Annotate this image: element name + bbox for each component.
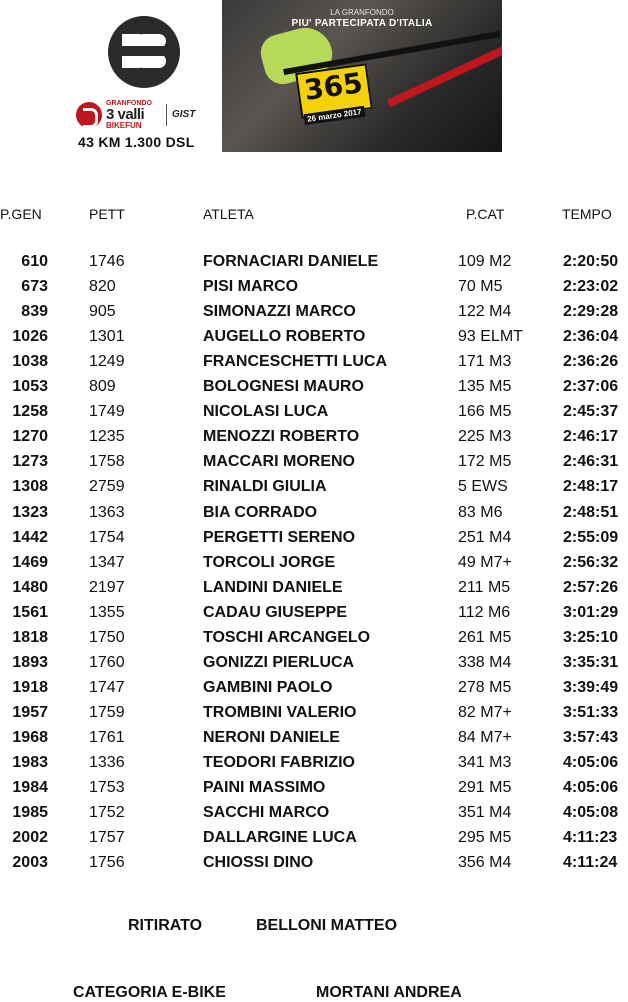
table-row [0, 478, 628, 503]
cell-atleta: CHIOSSI DINO [203, 854, 314, 872]
cell-pett: 1750 [89, 628, 125, 646]
cell-pcat: 261 M5 [458, 628, 512, 646]
cell-pett: 1747 [89, 678, 125, 696]
cell-pcat: 49 M7+ [458, 553, 512, 571]
cell-pcat: 211 M5 [458, 578, 511, 596]
logo-divider [166, 104, 167, 126]
col-header-atleta: ATLETA [203, 206, 254, 222]
cell-atleta: NERONI DANIELE [203, 728, 340, 746]
cell-pgen: 1053 [12, 378, 48, 396]
cell-pgen: 1258 [12, 403, 48, 421]
cell-pgen: 1308 [12, 478, 48, 496]
cell-pcat: 70 M5 [458, 278, 503, 296]
cell-atleta: CADAU GIUSEPPE [203, 603, 348, 621]
event-logo [76, 100, 226, 132]
cell-pett: 1756 [89, 854, 125, 872]
cell-tempo: 2:55:09 [563, 528, 619, 546]
table-row [0, 378, 628, 403]
cell-pgen: 1561 [12, 603, 48, 621]
table-row [0, 854, 628, 879]
cell-pett: 2759 [89, 478, 125, 496]
cell-pcat: 112 M6 [458, 603, 511, 621]
cell-pcat: 351 M4 [458, 804, 512, 822]
cell-pett: 1753 [89, 779, 125, 797]
table-row [0, 754, 628, 779]
cell-pett: 1746 [89, 253, 125, 270]
cell-pett: 905 [89, 303, 116, 321]
cell-pcat: 5 EWS [458, 478, 508, 496]
cell-pgen: 1984 [12, 779, 48, 797]
event-logo-sub: BIKEFUN [106, 121, 142, 130]
cell-atleta: FRANCESCHETTI LUCA [203, 353, 387, 371]
cell-pgen: 1038 [12, 353, 48, 371]
cell-pcat: 93 ELMT [458, 328, 523, 346]
cell-pcat: 172 M5 [458, 453, 512, 471]
banner-line1: LA GRANFONDO [330, 8, 394, 17]
ebike-label: CATEGORIA E-BIKE [73, 984, 226, 1001]
cell-tempo: 2:37:06 [563, 378, 619, 396]
cell-atleta: TOSCHI ARCANGELO [203, 628, 371, 646]
cell-pcat: 83 M6 [458, 503, 503, 521]
cell-pett: 1249 [89, 353, 125, 371]
cell-pett: 1336 [89, 754, 125, 771]
table-row [0, 453, 628, 478]
table-row [0, 303, 628, 328]
cell-atleta: GAMBINI PAOLO [203, 678, 333, 696]
table-row [0, 779, 628, 804]
table-row [0, 428, 628, 453]
logo-area [0, 0, 220, 160]
ebike-name: MORTANI ANDREA [316, 984, 462, 1001]
event-logo-brand: 3 valli [106, 106, 145, 123]
cell-pett: 1754 [89, 528, 125, 546]
event-logo-top: GRANFONDO [106, 100, 152, 107]
cell-pgen: 1270 [12, 428, 48, 446]
cell-pett: 1749 [89, 403, 125, 421]
cell-pcat: 291 M5 [458, 779, 512, 797]
cell-pcat: 122 M4 [458, 303, 512, 321]
cell-atleta: MENOZZI ROBERTO [203, 428, 360, 446]
cell-pcat: 225 M3 [458, 428, 512, 446]
cell-pett: 1363 [89, 503, 125, 521]
table-row [0, 579, 628, 604]
cell-pett: 2197 [89, 578, 125, 596]
table-row [0, 679, 628, 704]
cell-pgen: 1918 [12, 678, 48, 696]
table-row [0, 604, 628, 629]
cell-atleta: TORCOLI JORGE [203, 553, 336, 571]
cell-pgen: 2002 [12, 829, 48, 847]
cell-tempo: 2:20:50 [563, 253, 619, 270]
cell-pcat: 166 M5 [458, 403, 512, 421]
banner-line2: PIU' PARTECIPATA D'ITALIA [291, 18, 433, 29]
table-row [0, 804, 628, 829]
cell-atleta: NICOLASI LUCA [203, 403, 329, 421]
cell-pgen: 1273 [12, 453, 48, 471]
table-row [0, 403, 628, 428]
cell-atleta: PERGETTI SERENO [203, 528, 356, 546]
event-logo-mark [76, 102, 102, 128]
cell-atleta: BOLOGNESI MAURO [203, 378, 364, 396]
table-row [0, 253, 628, 278]
bib-number: 365 [302, 66, 365, 107]
cell-atleta: FORNACIARI DANIELE [203, 253, 379, 270]
col-header-tempo: TEMPO [562, 206, 612, 222]
cell-tempo: 4:05:06 [563, 754, 619, 771]
cell-pcat: 295 M5 [458, 829, 512, 847]
cell-pcat: 278 M5 [458, 678, 512, 696]
cell-tempo: 2:57:26 [563, 578, 619, 596]
cell-pgen: 1442 [12, 528, 48, 546]
cell-atleta: DALLARGINE LUCA [203, 829, 357, 847]
cell-pgen: 1818 [12, 628, 48, 646]
cell-pett: 1355 [89, 603, 125, 621]
cell-atleta: LANDINI DANIELE [203, 578, 343, 596]
cell-pcat: 338 M4 [458, 653, 512, 671]
cell-tempo: 3:01:29 [563, 603, 619, 621]
cell-pcat: 109 M2 [458, 253, 512, 270]
cell-pett: 1758 [89, 453, 125, 471]
cell-pett: 1235 [89, 428, 125, 446]
table-row [0, 654, 628, 679]
cell-pett: 1757 [89, 829, 125, 847]
cell-pett: 820 [89, 278, 116, 296]
cell-tempo: 2:23:02 [563, 278, 619, 296]
col-header-pett: PETT [89, 206, 125, 222]
cell-tempo: 2:48:51 [563, 503, 619, 521]
cell-atleta: AUGELLO ROBERTO [203, 328, 366, 346]
cell-pgen: 1893 [12, 653, 48, 671]
cell-pett: 1752 [89, 804, 125, 822]
cell-pett: 809 [89, 378, 116, 396]
cell-tempo: 4:05:06 [563, 779, 619, 797]
table-row [0, 704, 628, 729]
cell-atleta: PISI MARCO [203, 278, 299, 296]
cell-pgen: 1983 [12, 754, 48, 771]
cell-pgen: 839 [21, 303, 48, 321]
cell-pett: 1760 [89, 653, 125, 671]
table-row [0, 328, 628, 353]
cell-tempo: 2:48:17 [563, 478, 619, 496]
cell-pett: 1761 [89, 728, 125, 746]
cell-pett: 1347 [89, 553, 125, 571]
cell-pgen: 1469 [12, 553, 48, 571]
cell-tempo: 2:29:28 [563, 303, 619, 321]
cell-tempo: 3:25:10 [563, 628, 619, 646]
cell-tempo: 3:39:49 [563, 678, 619, 696]
cell-pett: 1759 [89, 703, 125, 721]
cell-pgen: 1323 [12, 503, 48, 521]
cell-tempo: 2:46:31 [563, 453, 619, 471]
cell-pcat: 171 M3 [458, 353, 512, 371]
cell-pgen: 1985 [12, 804, 48, 822]
cell-tempo: 2:36:04 [563, 328, 619, 346]
cell-pgen: 1957 [12, 703, 48, 721]
cell-pcat: 135 M5 [458, 378, 512, 396]
bib-date: 26 marzo 2017 [304, 106, 366, 125]
table-row [0, 504, 628, 529]
cell-atleta: MACCARI MORENO [203, 453, 355, 471]
table-row [0, 829, 628, 854]
cell-tempo: 4:05:08 [563, 804, 619, 822]
cell-pgen: 1968 [12, 728, 48, 746]
cell-pcat: 251 M4 [458, 528, 512, 546]
cell-pgen: 673 [21, 278, 48, 296]
table-row [0, 278, 628, 303]
table-row [0, 353, 628, 378]
cell-tempo: 2:46:17 [563, 428, 619, 446]
cell-tempo: 4:11:24 [563, 854, 618, 872]
cell-atleta: TEODORI FABRIZIO [203, 754, 355, 771]
table-row [0, 729, 628, 754]
cell-atleta: TROMBINI VALERIO [203, 703, 357, 721]
cell-atleta: GONIZZI PIERLUCA [203, 653, 355, 671]
cell-pgen: 1026 [12, 328, 48, 346]
cell-tempo: 2:36:26 [563, 353, 619, 371]
cell-pcat: 341 M3 [458, 754, 512, 771]
cell-tempo: 3:51:33 [563, 703, 619, 721]
cell-tempo: 4:11:23 [563, 829, 618, 847]
cell-pcat: 82 M7+ [458, 703, 512, 721]
cell-pgen: 2003 [12, 854, 48, 872]
col-header-pcat: P.CAT [466, 206, 505, 222]
col-header-pgen: P.GEN [0, 206, 42, 222]
cell-tempo: 3:35:31 [563, 653, 619, 671]
table-row [0, 629, 628, 654]
cell-pett: 1301 [89, 328, 125, 346]
cell-atleta: PAINI MASSIMO [203, 779, 326, 797]
cell-tempo: 2:56:32 [563, 553, 619, 571]
partner-logo: GIST [172, 109, 196, 120]
cell-atleta: SIMONAZZI MARCO [203, 303, 356, 321]
cell-pgen: 1480 [12, 578, 48, 596]
cell-tempo: 2:45:37 [563, 403, 619, 421]
retired-name: BELLONI MATTEO [256, 917, 398, 934]
cell-atleta: BIA CORRADO [203, 503, 318, 521]
distance-info: 43 KM 1.300 DSL [78, 134, 195, 150]
table-row [0, 529, 628, 554]
banner-photo [222, 0, 502, 152]
cell-tempo: 3:57:43 [563, 728, 619, 746]
retired-label: RITIRATO [128, 917, 203, 934]
cell-pcat: 356 M4 [458, 854, 512, 872]
cell-pcat: 84 M7+ [458, 728, 512, 746]
cell-atleta: RINALDI GIULIA [203, 478, 327, 496]
cell-pgen: 610 [21, 253, 48, 270]
table-row [0, 554, 628, 579]
cell-atleta: SACCHI MARCO [203, 804, 330, 822]
main-logo [108, 16, 180, 88]
